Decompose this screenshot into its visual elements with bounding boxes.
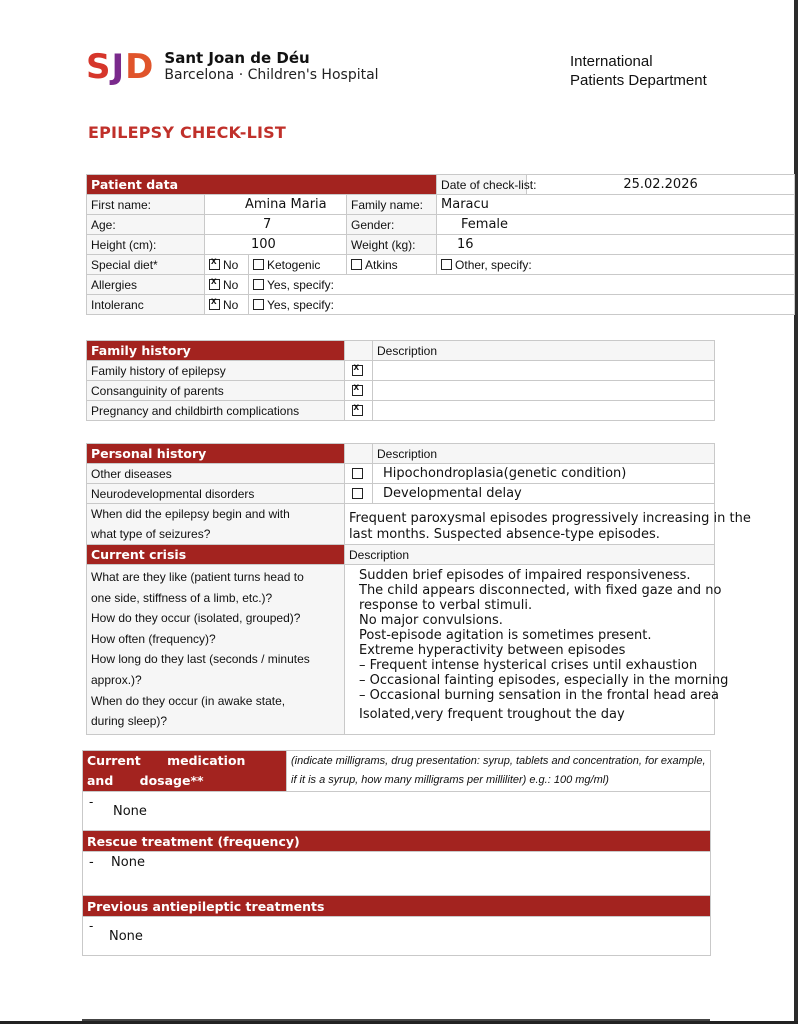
family-history-checkbox[interactable] xyxy=(345,361,373,381)
previous-treatments-value: None xyxy=(109,928,143,944)
document-title: EPILEPSY CHECK-LIST xyxy=(88,123,286,142)
diet-ketogenic-option[interactable] xyxy=(249,255,347,275)
checkbox-icon[interactable] xyxy=(253,279,264,290)
neurodevelopmental-label: Neurodevelopmental disorders xyxy=(87,484,345,504)
crisis-answer-line: – Occasional fainting episodes, especially in the morning xyxy=(359,673,729,688)
crisis-answer-line: The child appears disconnected, with fixed gaze and no xyxy=(359,583,722,598)
consanguinity-description[interactable] xyxy=(373,381,715,401)
diet-no-label: No xyxy=(223,257,239,272)
medication-field[interactable] xyxy=(83,792,711,831)
checkbox-icon[interactable] xyxy=(351,259,362,270)
answer-line: Frequent paroxysmal episodes progressively increasing in the xyxy=(349,511,751,526)
height-label: Height (cm): xyxy=(87,235,205,255)
intolerance-yes-label: Yes, specify: xyxy=(267,297,334,312)
description-header: Description xyxy=(373,341,715,361)
checkbox-icon[interactable] xyxy=(352,488,363,499)
section-header-rescue-treatment: Rescue treatment (frequency) xyxy=(83,831,711,852)
crisis-answer-line: – Occasional burning sensation in the frontal head area xyxy=(359,688,719,703)
crisis-answer-line: No major convulsions. xyxy=(359,613,503,628)
crisis-question: When do they occur (in awake state, xyxy=(91,693,286,708)
diet-ketogenic-label: Ketogenic xyxy=(267,257,321,272)
checkbox-checked-icon[interactable] xyxy=(209,299,220,310)
section-header-personal-history: Personal history xyxy=(87,444,345,464)
crisis-answer-line: Sudden brief episodes of impaired responsiveness. xyxy=(359,568,691,583)
diet-other-label: Other, specify: xyxy=(455,257,532,272)
allergies-yes-option[interactable] xyxy=(249,275,795,295)
logo-letter-s: S xyxy=(86,47,112,87)
logo-letter-d: D xyxy=(125,47,155,87)
diet-other-option[interactable] xyxy=(437,255,795,275)
section-header-previous-treatments: Previous antiepileptic treatments xyxy=(83,896,711,917)
medication-table xyxy=(82,750,711,956)
crisis-question: How do they occur (isolated, grouped)? xyxy=(91,611,301,626)
section-header-family-history: Family history xyxy=(87,341,345,361)
crisis-answer-line: response to verbal stimuli. xyxy=(359,598,533,613)
special-diet-label: Special diet* xyxy=(87,255,205,275)
hospital-name: Sant Joan de Déu xyxy=(164,49,310,67)
bullet: - xyxy=(89,918,94,933)
age-field[interactable]: 7 xyxy=(205,215,347,235)
pregnancy-checkbox[interactable] xyxy=(345,401,373,421)
gender-field[interactable]: Female xyxy=(437,215,795,235)
height-field[interactable]: 100 xyxy=(205,235,347,255)
sjd-logo-mark xyxy=(86,47,155,87)
allergies-yes-label: Yes, specify: xyxy=(267,277,334,292)
crisis-question: one side, stiffness of a limb, etc.)? xyxy=(91,590,273,605)
family-name-label: Family name: xyxy=(347,195,437,215)
checkbox-icon[interactable] xyxy=(253,299,264,310)
family-history-row-label: Family history of epilepsy xyxy=(87,361,345,381)
checkbox-icon[interactable] xyxy=(352,468,363,479)
checkbox-column-header xyxy=(345,444,373,464)
answer-line: last months. Suspected absence-type episodes. xyxy=(349,527,660,542)
epilepsy-onset-question xyxy=(87,504,345,545)
hospital-subtitle: Barcelona · Children's Hospital xyxy=(164,67,379,83)
bullet: - xyxy=(89,855,94,870)
viewer-edge xyxy=(794,0,798,1024)
crisis-question: How long do they last (seconds / minutes xyxy=(91,652,310,667)
crisis-question: during sleep)? xyxy=(91,714,168,729)
neurodevelopmental-description[interactable]: Developmental delay xyxy=(373,484,715,504)
intolerance-no-option[interactable] xyxy=(205,295,249,315)
checkbox-icon[interactable] xyxy=(441,259,452,270)
crisis-answer-line: – Frequent intense hysterical crises until exhaustion xyxy=(359,658,698,673)
question-line: what type of seizures? xyxy=(91,527,211,541)
family-history-row-label: Pregnancy and childbirth complications xyxy=(87,401,345,421)
neurodevelopmental-checkbox[interactable] xyxy=(345,484,373,504)
checkbox-checked-icon[interactable] xyxy=(352,385,363,396)
crisis-answer-line: Post-episode agitation is sometimes present. xyxy=(359,628,652,643)
crisis-question: How often (frequency)? xyxy=(91,631,216,646)
first-name-label: First name: xyxy=(87,195,205,215)
previous-treatments-field[interactable] xyxy=(83,917,711,956)
family-name-field[interactable]: Maracu xyxy=(437,195,795,215)
department-label xyxy=(570,52,707,90)
section-header-patient-data: Patient data xyxy=(87,175,437,195)
checkbox-checked-icon[interactable] xyxy=(209,279,220,290)
footer-rule xyxy=(82,1019,710,1021)
crisis-question: approx.)? xyxy=(91,672,142,687)
other-diseases-checkbox[interactable] xyxy=(345,464,373,484)
bullet: - xyxy=(89,794,94,809)
allergies-no-option[interactable] xyxy=(205,275,249,295)
diet-atkins-label: Atkins xyxy=(365,257,398,272)
crisis-answer-line: Extreme hyperactivity between episodes xyxy=(359,643,626,658)
crisis-questions xyxy=(87,565,345,735)
description-header: Description xyxy=(345,545,715,565)
gender-label: Gender: xyxy=(347,215,437,235)
consanguinity-checkbox[interactable] xyxy=(345,381,373,401)
date-value[interactable]: 25.02.2026 xyxy=(527,175,795,195)
logo-letter-j: J xyxy=(111,47,126,87)
personal-history-table xyxy=(86,443,751,735)
allergies-no-label: No xyxy=(223,277,239,292)
hospital-logo xyxy=(86,47,379,87)
question-line: When did the epilepsy begin and with xyxy=(91,507,290,521)
checkbox-checked-icon[interactable] xyxy=(209,259,220,270)
checkbox-checked-icon[interactable] xyxy=(352,365,363,376)
age-label: Age: xyxy=(87,215,205,235)
other-diseases-label: Other diseases xyxy=(87,464,345,484)
family-history-description[interactable] xyxy=(373,361,715,381)
epilepsy-onset-answer[interactable] xyxy=(345,504,751,545)
diet-atkins-option[interactable] xyxy=(347,255,437,275)
checkbox-icon[interactable] xyxy=(253,259,264,270)
weight-label: Weight (kg): xyxy=(347,235,437,255)
family-history-row-label: Consanguinity of parents xyxy=(87,381,345,401)
diet-no-option[interactable] xyxy=(205,255,249,275)
intolerance-yes-option[interactable] xyxy=(249,295,795,315)
checkbox-column-header xyxy=(345,341,373,361)
intolerance-label: Intoleranc xyxy=(87,295,205,315)
date-label: Date of check-list: xyxy=(437,175,527,195)
department-line-1: International xyxy=(570,53,653,70)
medication-hint: (indicate milligrams, drug presentation: syrup, tablets and concentration, for example, if it is a syrup, how many milligrams per milliliter) e.g.: 100 mg/ml) xyxy=(287,751,711,792)
section-header-current-medication: Current medication and dosage** xyxy=(83,751,287,792)
crisis-answer-line: Isolated,very frequent troughout the day xyxy=(359,707,625,722)
checkbox-checked-icon[interactable] xyxy=(352,405,363,416)
rescue-treatment-field[interactable] xyxy=(83,852,711,896)
patient-data-grid xyxy=(86,174,795,315)
intolerance-no-label: No xyxy=(223,297,239,312)
rescue-treatment-value: None xyxy=(111,855,145,870)
weight-field[interactable]: 16 xyxy=(437,235,795,255)
first-name-field[interactable]: Amina Maria xyxy=(205,195,347,215)
family-history-table xyxy=(86,340,715,421)
crisis-description[interactable] xyxy=(345,565,729,735)
department-line-2: Patients Department xyxy=(570,72,707,89)
allergies-label: Allergies xyxy=(87,275,205,295)
other-diseases-description[interactable]: Hipochondroplasia(genetic condition) xyxy=(373,464,715,484)
crisis-question: What are they like (patient turns head to xyxy=(91,570,304,584)
medication-value: None xyxy=(113,803,147,819)
section-header-current-crisis: Current crisis xyxy=(87,545,345,565)
pregnancy-description[interactable] xyxy=(373,401,715,421)
description-header: Description xyxy=(373,444,715,464)
